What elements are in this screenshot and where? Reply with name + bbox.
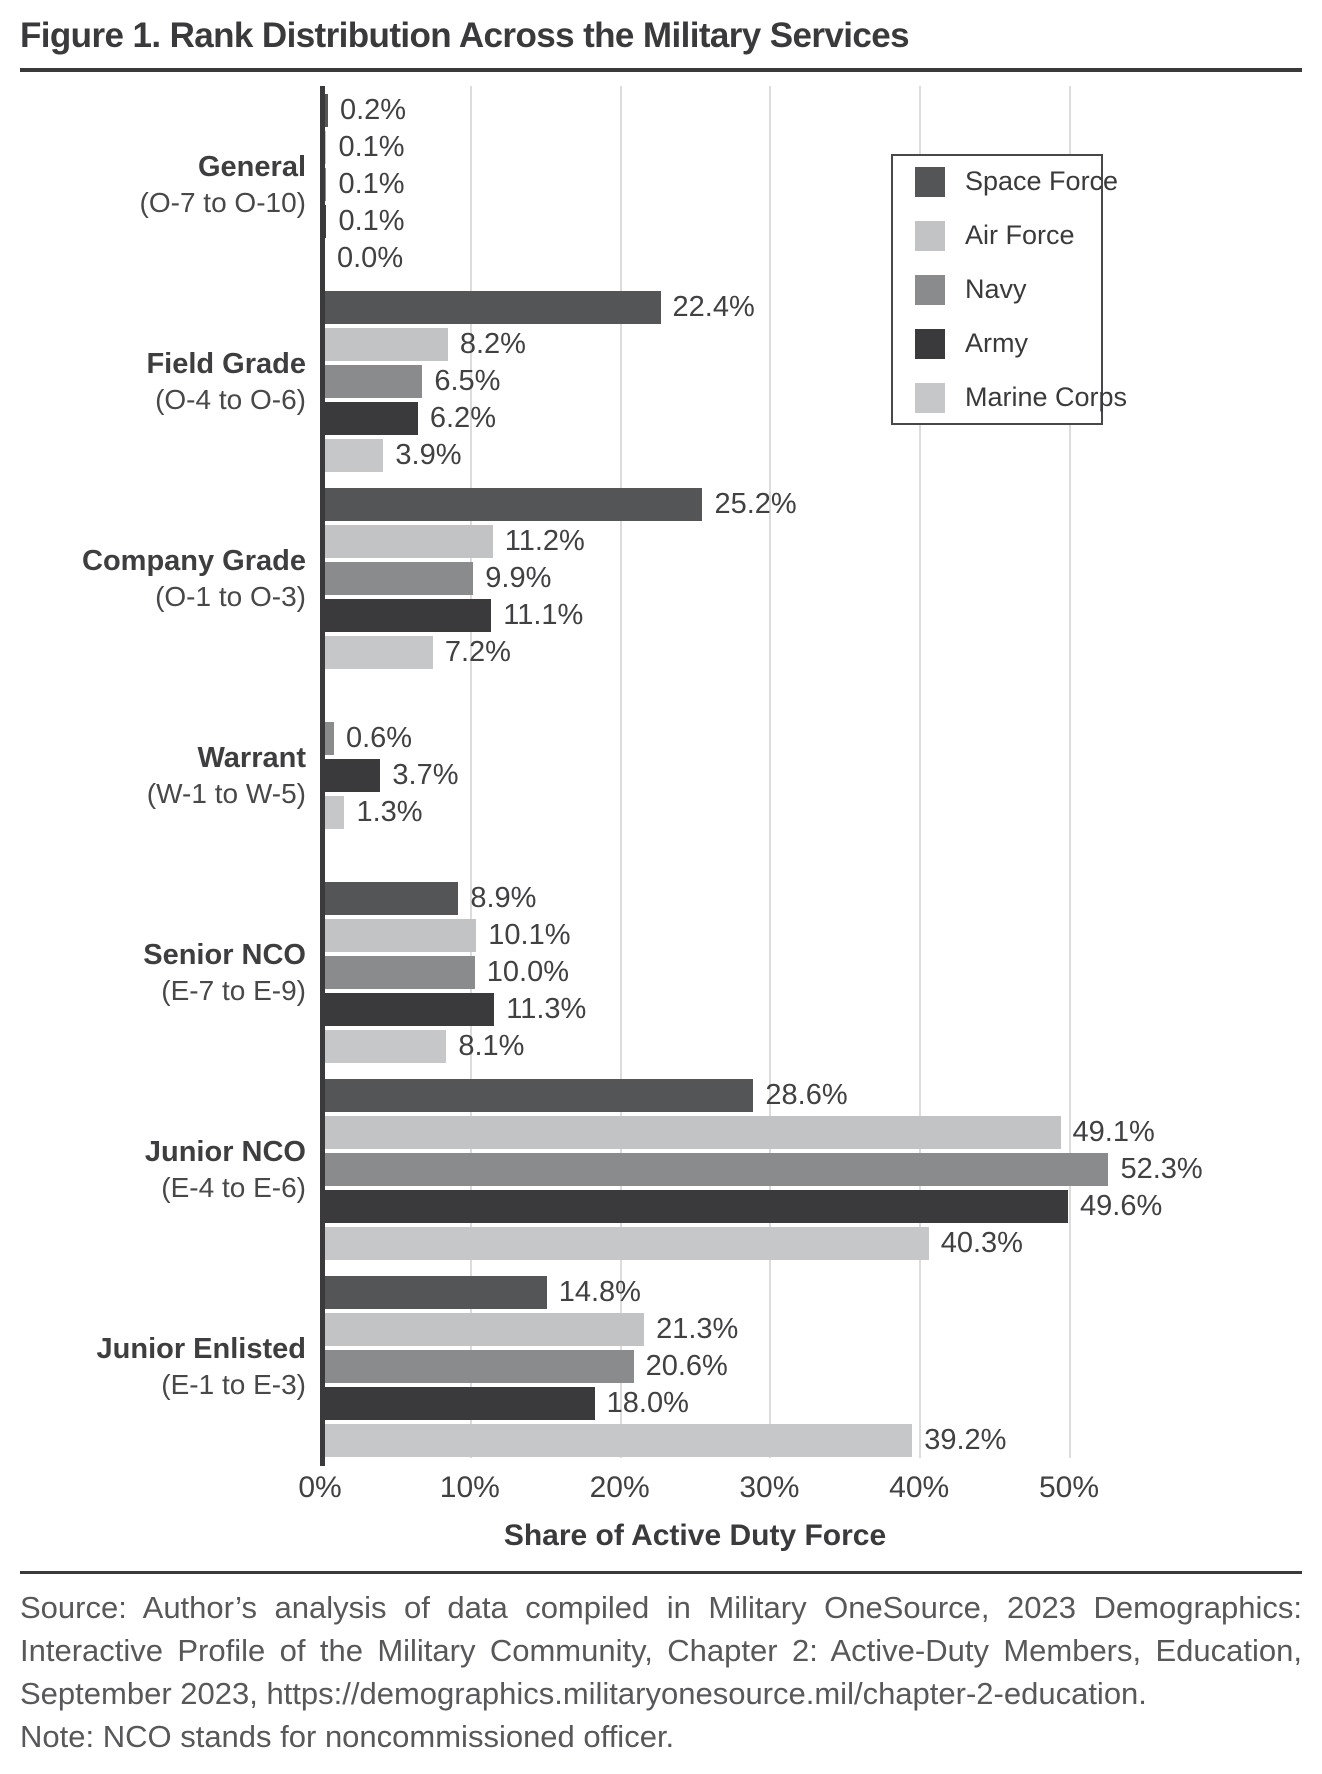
bar (325, 131, 326, 164)
category-label (20, 1331, 320, 1402)
legend-item (915, 382, 1128, 413)
bar (325, 402, 418, 435)
bar-row (325, 1424, 1302, 1457)
legend-label: Marine Corps (965, 382, 1128, 412)
bar-value-label: 0.1% (338, 205, 405, 237)
bar-value-label: 25.2% (714, 488, 797, 520)
x-tick-label: 50% (1038, 1471, 1100, 1504)
bar-value-label: 52.3% (1120, 1153, 1203, 1185)
category-range: (E-7 to E-9) (161, 975, 306, 1006)
bar-stack (320, 488, 1302, 669)
bar (325, 488, 702, 521)
bar (325, 1227, 929, 1260)
bar (325, 759, 380, 792)
legend-swatch (915, 167, 945, 197)
bar-value-label: 40.3% (940, 1227, 1023, 1259)
bar-value-label: 28.6% (765, 1079, 848, 1111)
category-label (20, 149, 320, 220)
bar-row (325, 168, 1302, 201)
category-name: Senior NCO (143, 939, 306, 971)
bar-row (325, 759, 1302, 792)
bar-row (325, 796, 1302, 829)
bar-row (325, 1079, 1302, 1112)
category-group (20, 1276, 1302, 1457)
category-name: Company Grade (82, 545, 306, 577)
legend-label: Army (965, 328, 1028, 358)
bar (325, 328, 448, 361)
bar-stack (320, 1079, 1302, 1260)
x-axis-title: Share of Active Duty Force (503, 1519, 887, 1552)
bar-value-label: 11.3% (506, 993, 587, 1025)
bar (325, 722, 334, 755)
category-range: (O-1 to O-3) (155, 581, 306, 612)
legend-label: Navy (965, 274, 1027, 304)
bar-value-label: 9.9% (485, 562, 552, 594)
bar (325, 1387, 595, 1420)
bar (325, 1116, 1061, 1149)
bar-row (325, 1276, 1302, 1309)
figure-page (0, 16, 1322, 1758)
bar-row (325, 291, 1302, 324)
bar (325, 919, 476, 952)
footer-rule (20, 1571, 1302, 1574)
bar-value-label: 11.1% (503, 599, 584, 631)
bar-stack (320, 1276, 1302, 1457)
category-label (20, 740, 320, 811)
bar-value-label: 21.3% (656, 1313, 739, 1345)
x-tick-label: 30% (739, 1471, 800, 1504)
bar-row (325, 402, 1302, 435)
bar-value-label: 1.3% (356, 796, 423, 828)
legend-swatch (915, 275, 945, 305)
bar-chart (20, 86, 1302, 1457)
bar-value-label: 0.0% (337, 242, 404, 274)
bar-row (325, 365, 1302, 398)
category-name: Junior Enlisted (96, 1333, 306, 1365)
bar-value-label: 3.9% (395, 439, 462, 471)
category-label (20, 346, 320, 417)
category-group (20, 488, 1302, 669)
legend-item (915, 166, 1119, 197)
bar-row (325, 205, 1302, 238)
bar (325, 1190, 1068, 1223)
bar-row (325, 1350, 1302, 1383)
bar-row (325, 1153, 1302, 1186)
bar-row (325, 722, 1302, 755)
bar-row (325, 131, 1302, 164)
bar (325, 1424, 912, 1457)
x-tick-label: 10% (439, 1471, 500, 1504)
bar-row (325, 599, 1302, 632)
bar-row (325, 1030, 1302, 1063)
bar-value-label: 49.6% (1080, 1190, 1163, 1222)
bar-value-label: 14.8% (558, 1276, 641, 1308)
category-label (20, 543, 320, 614)
category-range: (E-4 to E-6) (161, 1172, 306, 1203)
bar (325, 599, 491, 632)
legend-item (915, 275, 1101, 305)
bar (325, 1153, 1108, 1186)
bar-value-label: 49.1% (1072, 1116, 1155, 1148)
bar-stack (320, 291, 1302, 472)
category-range: (O-4 to O-6) (155, 384, 306, 415)
bar (325, 439, 383, 472)
bar-stack (320, 94, 1302, 275)
category-name: Junior NCO (144, 1136, 306, 1168)
category-range: (O-7 to O-10) (139, 187, 306, 218)
bar-stack (320, 685, 1302, 866)
bar-value-label: 10.0% (486, 956, 570, 988)
category-name: Field Grade (146, 348, 306, 380)
category-group (20, 882, 1302, 1063)
category-name: Warrant (197, 742, 306, 774)
bar (325, 525, 493, 558)
legend-swatch (915, 221, 945, 251)
bar-row (325, 328, 1302, 361)
legend-label: Space Force (965, 166, 1119, 196)
bar (325, 796, 344, 829)
bar (325, 291, 661, 324)
bar (325, 882, 458, 915)
bar-row (325, 242, 1302, 275)
plot-area (20, 94, 1302, 1457)
bar-row (325, 1313, 1302, 1346)
bar-value-label: 20.6% (645, 1350, 728, 1382)
category-label (20, 1134, 320, 1205)
note-text: Note: NCO stands for noncommissioned officer. (20, 1719, 675, 1754)
bar-value-label: 22.4% (672, 291, 755, 323)
bar (325, 562, 473, 595)
x-tick-label: 0% (298, 1471, 342, 1504)
bar-row (325, 94, 1302, 127)
bar (325, 1313, 644, 1346)
bar-value-label: 0.2% (339, 94, 407, 126)
bar-value-label: 3.7% (392, 759, 459, 791)
bar-value-label: 6.2% (429, 402, 496, 434)
bar (325, 636, 433, 669)
bar-row (325, 919, 1302, 952)
category-group (20, 1079, 1302, 1260)
bar-value-label: 0.6% (345, 722, 413, 754)
category-name: General (198, 151, 306, 183)
bar-value-label: 8.1% (458, 1030, 525, 1062)
bar-stack (320, 882, 1302, 1063)
bar (325, 205, 326, 238)
bar-value-label: 10.1% (488, 919, 571, 951)
figure-title: Figure 1. Rank Distribution Across the Military Services (20, 16, 909, 55)
bar-row (325, 636, 1302, 669)
bar-row (325, 562, 1302, 595)
bar (325, 1350, 634, 1383)
bar (325, 1079, 753, 1112)
bar-value-label: 0.1% (338, 168, 405, 200)
bar-row (325, 1387, 1302, 1420)
bar-row (325, 525, 1302, 558)
bar-row (325, 488, 1302, 521)
bar-value-label: 8.9% (470, 882, 537, 914)
bar-value-label: 8.2% (459, 328, 526, 360)
legend-item (915, 329, 1101, 359)
bar (325, 1030, 446, 1063)
legend-label: Air Force (965, 220, 1075, 250)
bar (325, 365, 422, 398)
bar-row (325, 439, 1302, 472)
legend (891, 154, 1128, 425)
category-group (20, 685, 1302, 866)
legend-swatch (915, 383, 945, 413)
bar-value-label: 18.0% (606, 1387, 689, 1419)
bar-value-label: 39.2% (924, 1424, 1007, 1456)
bar (325, 1276, 547, 1309)
bar (325, 993, 494, 1026)
category-range: (W-1 to W-5) (146, 778, 306, 809)
bar-row (325, 993, 1302, 1026)
x-axis-ticks (298, 1471, 1302, 1509)
bar-value-label: 0.1% (338, 131, 405, 163)
bar-value-label: 11.2% (504, 525, 585, 557)
bar-row (325, 956, 1302, 989)
bar-value-label: 6.5% (434, 365, 501, 397)
category-label (20, 937, 320, 1008)
x-tick-label: 40% (889, 1471, 950, 1504)
bar (325, 956, 475, 989)
bar-row (325, 1227, 1302, 1260)
bar-row (325, 882, 1302, 915)
bar (325, 168, 326, 201)
bar-value-label: 7.2% (444, 636, 511, 668)
x-tick-label: 20% (589, 1471, 650, 1504)
bar-row (325, 1116, 1302, 1149)
category-range: (E-1 to E-3) (161, 1369, 306, 1400)
legend-item (915, 221, 1101, 251)
legend-swatch (915, 329, 945, 359)
bar-row (325, 1190, 1302, 1223)
source-text: Source: Author’s analysis of data compiled in Military OneSource, 2023 Demographics: Interactive Profile of the Military Community, Chapter 2: Active-Duty Members, Education, September 2023, https://demographics.militaryonesource.mil/chapter-2-education. (20, 1590, 1302, 1711)
bar (325, 94, 328, 127)
title-rule (20, 68, 1302, 72)
